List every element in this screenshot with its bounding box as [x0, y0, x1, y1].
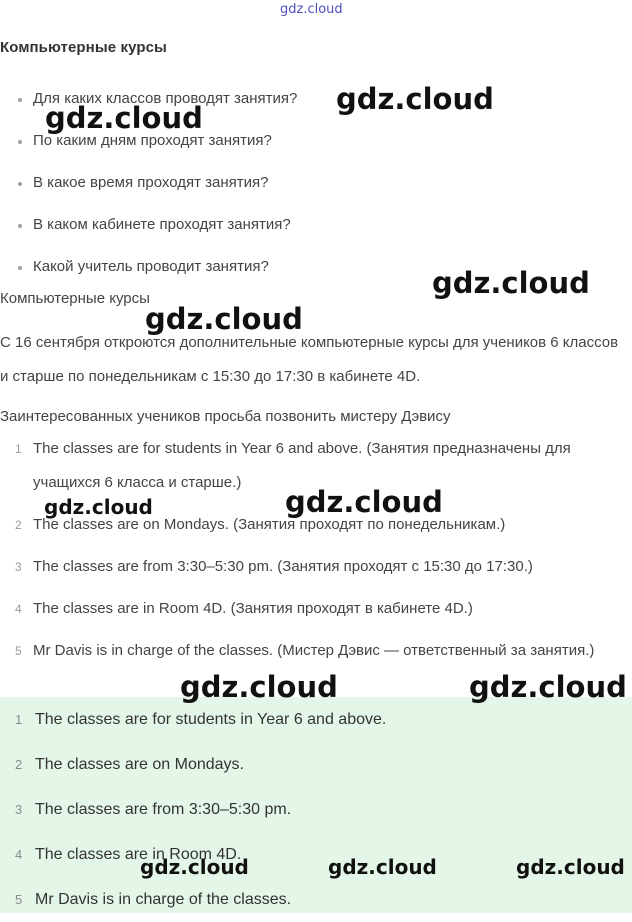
final-answer-number: 3 — [15, 802, 23, 817]
answer-text: The classes are from 3:30–5:30 pm. (Занятия проходят с 15:30 до 17:30.) — [33, 558, 533, 575]
answer-list — [0, 432, 632, 676]
question-item — [0, 214, 297, 256]
notice-contact: Заинтересованных учеников просьба позвонить мистеру Дэвису — [0, 408, 451, 425]
watermark: gdz.cloud — [336, 82, 494, 116]
answer-box — [0, 697, 632, 913]
answer-text: The classes are on Mondays. (Занятия проходят по понедельникам.) — [33, 516, 506, 533]
final-answer-number: 2 — [15, 757, 23, 772]
final-answer-item — [0, 697, 632, 742]
final-answer-text: The classes are in Room 4D. — [35, 845, 242, 863]
bullet-icon — [18, 224, 22, 228]
watermark: gdz.cloud — [432, 266, 590, 300]
final-answer-list — [0, 697, 632, 922]
answer-number: 3 — [15, 560, 22, 574]
question-list — [0, 88, 297, 298]
question-text: По каким дням проходят занятия? — [33, 132, 272, 149]
final-answer-text: The classes are for students in Year 6 and above. — [35, 710, 387, 728]
final-answer-item — [0, 832, 632, 877]
watermark: gdz.cloud — [280, 2, 343, 17]
answer-text: The classes are for students in Year 6 and above. (Занятия предназначены для учащихся 6 класса и старше.) — [33, 440, 571, 491]
question-item — [0, 130, 297, 172]
answer-item — [0, 550, 632, 584]
final-answer-number: 4 — [15, 847, 23, 862]
question-text: Какой учитель проводит занятия? — [33, 258, 269, 275]
page-title: Компьютерные курсы — [0, 39, 167, 56]
question-text: Для каких классов проводят занятия? — [33, 90, 298, 107]
answer-item — [0, 634, 632, 668]
final-answer-text: The classes are from 3:30–5:30 pm. — [35, 800, 292, 818]
question-item — [0, 172, 297, 214]
answer-number: 2 — [15, 518, 22, 532]
answer-text: Mr Davis is in charge of the classes. (Мистер Дэвис — ответственный за занятия.) — [33, 642, 595, 659]
final-answer-item — [0, 742, 632, 787]
answer-item — [0, 592, 632, 626]
bullet-icon — [18, 266, 22, 270]
bullet-icon — [18, 98, 22, 102]
final-answer-number: 1 — [15, 712, 23, 727]
watermark: gdz.cloud — [328, 855, 437, 879]
watermark: gdz.cloud — [285, 485, 443, 519]
answer-text: The classes are in Room 4D. (Занятия проходят в кабинете 4D.) — [33, 600, 473, 617]
final-answer-item — [0, 787, 632, 832]
final-answer-item — [0, 877, 632, 922]
watermark: gdz.cloud — [516, 855, 625, 879]
notice-paragraph: С 16 сентября откроются дополнительные компьютерные курсы для учеников 6 классов и старше по понедельникам с 15:30 до 17:30 в кабинете 4D. — [0, 334, 619, 385]
final-answer-text: The classes are on Mondays. — [35, 755, 244, 773]
answer-number: 5 — [15, 644, 22, 658]
final-answer-text: Mr Davis is in charge of the classes. — [35, 890, 292, 908]
answer-item — [0, 508, 632, 542]
watermark: gdz.cloud — [140, 855, 249, 879]
question-text: В какое время проходят занятия? — [33, 174, 269, 191]
answer-number: 1 — [15, 442, 22, 456]
answer-number: 4 — [15, 602, 22, 616]
watermark: gdz.cloud — [469, 670, 627, 704]
notice-title: Компьютерные курсы — [0, 290, 150, 307]
bullet-icon — [18, 182, 22, 186]
watermark: gdz.cloud — [180, 670, 338, 704]
watermark: gdz.cloud — [44, 495, 153, 519]
watermark: gdz.cloud — [145, 302, 303, 336]
question-text: В каком кабинете проходят занятия? — [33, 216, 291, 233]
bullet-icon — [18, 140, 22, 144]
question-item — [0, 88, 297, 130]
final-answer-number: 5 — [15, 892, 23, 907]
watermark: gdz.cloud — [45, 101, 203, 135]
answer-item — [0, 432, 632, 500]
